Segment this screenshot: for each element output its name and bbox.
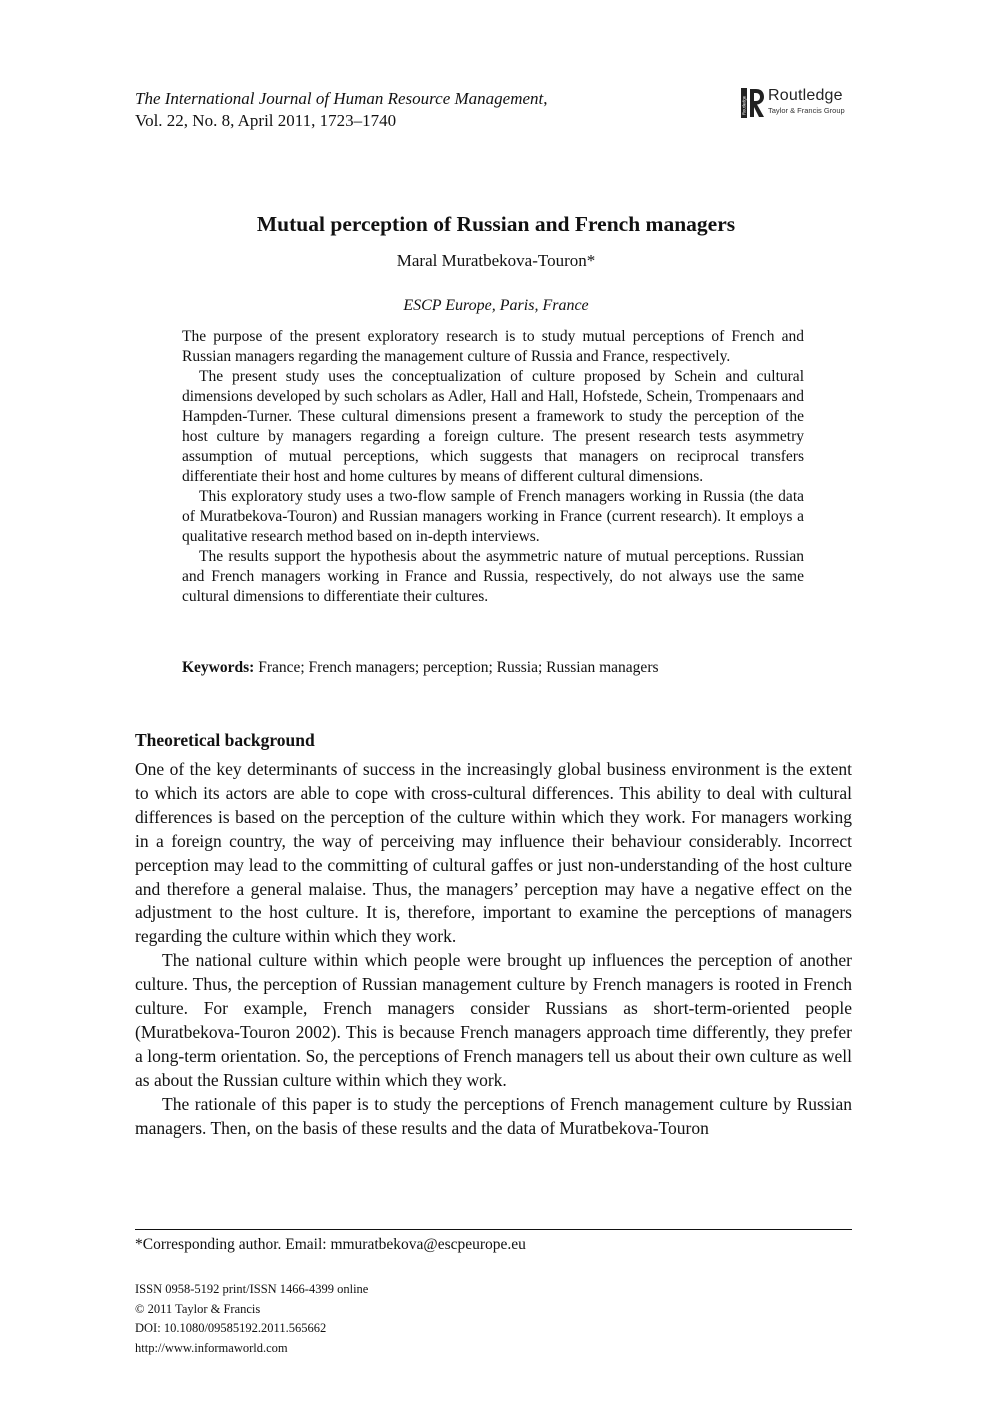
author-affiliation: ESCP Europe, Paris, France [403,297,589,314]
section-heading: Theoretical background [135,730,315,750]
issn-line: ISSN 0958-5192 print/ISSN 1466-4399 online [135,1282,369,1296]
article-title: Mutual perception of Russian and French managers [256,212,736,236]
journal-citation [135,88,548,132]
website-link[interactable]: http://www.informaworld.com [135,1340,288,1355]
abstract-paragraph: The present study uses the conceptualization of culture proposed by Schein and cultural dimensions developed by such scholars as Adler, Hall and Hall, Hofstede, Schein, Trompenaars and Hampden-Turner. These cultural dimensions present a framework to study the perception of the host culture by managers regarding a foreign culture. The present research tests asymmetry assumption of mutual perceptions, which suggests that managers on reciprocal transfers differentiate their host and home cultures by means of different cultural dimensions. [182,368,804,485]
abstract-paragraph: The purpose of the present exploratory research is to study mutual perceptions of French and Russian managers regarding the management culture of Russia and France, respectively. [182,328,804,365]
abstract-paragraph: This exploratory study uses a two-flow sample of French managers working in Russia (the data of Muratbekova-Touron) and Russian managers working in France (current research). It employs a qualitative research method based on in-depth interviews. [182,488,804,545]
body-paragraph: The national culture within which people were brought up influences the perception of another culture. Thus, the perception of Russian management culture by French managers is rooted in French culture. For example, French managers consider Russians as short-term-oriented people (Muratbekova-Touron 2002). This is because French managers approach time differently, they prefer a long-term orientation. So, the perceptions of French managers tell us about their own culture as well as about the Russian culture within which they work. [135,950,852,1090]
body-paragraph: One of the key determinants of success in the increasingly global business environment is the extent to which its actors are able to cope with cross-cultural differences. This ability to deal with cultural differences is based on the perception of the culture within which they work. For managers working in a foreign country, the way of perceiving may influence their behaviour considerably. Incorrect perception may lead to the committing of cultural gaffes or just non-understanding of the host culture and therefore a general malaise. Thus, the managers’ perception may have a negative effect on the adjustment to the host culture. It is, therefore, important to examine the perceptions of managers regarding the culture within which they work. [135,759,852,947]
body-paragraph: The rationale of this paper is to study the perceptions of French management culture by Russian managers. Then, on the basis of these results and the data of Muratbekova-Touron [135,1093,852,1138]
footnote-divider [135,1229,852,1230]
doi-line: DOI: 10.1080/09585192.2011.565662 [135,1321,327,1335]
keywords-list: France; French managers; perception; Russia; Russian managers [258,659,659,676]
publication-info [135,1280,368,1358]
keywords [182,658,804,678]
abstract-paragraph: The results support the hypothesis about the asymmetric nature of mutual perceptions. Russian and French managers working in France and Russia, respectively, do not always use the same cultural dimensions to differentiate their cultures. [182,548,804,605]
journal-name-separator: , [543,89,548,108]
abstract [182,327,804,607]
logo-spine-text: Routledge [741,95,747,115]
publisher-name: Routledge [768,87,843,104]
corresponding-author-footnote: *Corresponding author. Email: mmuratbekova@escpeurope.eu [135,1236,526,1253]
volume-line: Vol. 22, No. 8, April 2011, 1723–1740 [135,111,397,130]
publisher-logo [741,86,856,122]
keywords-label: Keywords: [182,659,255,676]
article-author: Maral Muratbekova-Touron* [396,251,596,270]
routledge-logo-icon [741,88,765,118]
copyright-line: © 2011 Taylor & Francis [135,1301,261,1316]
body-text [135,758,852,1141]
publisher-group: Taylor & Francis Group [768,106,845,115]
journal-name: The International Journal of Human Resource Management [135,89,544,108]
